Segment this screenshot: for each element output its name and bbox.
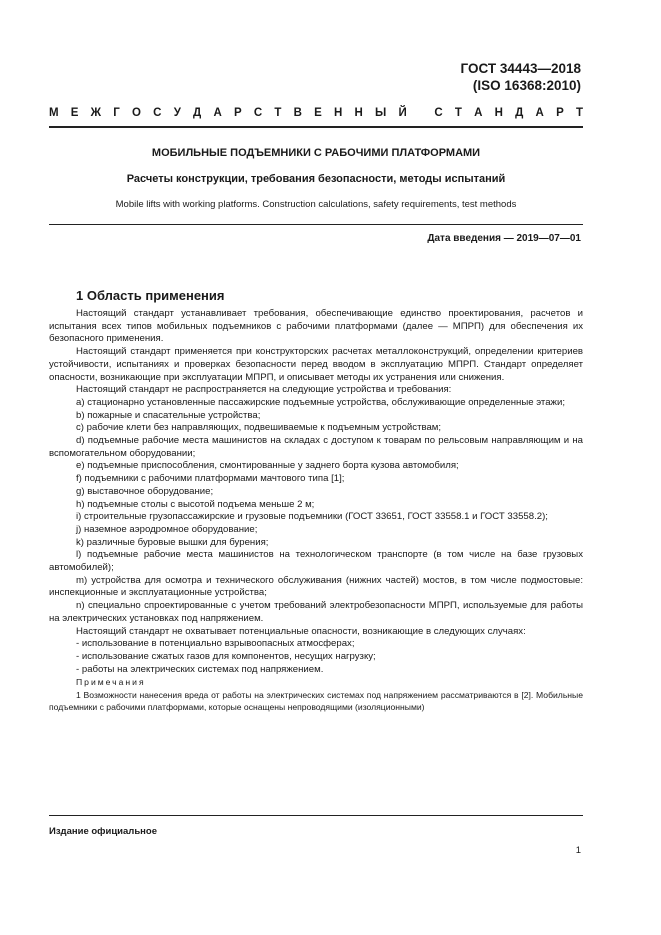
interstate-letter: Т [575, 107, 583, 119]
interstate-letter: О [132, 107, 141, 119]
section-body [49, 308, 583, 713]
interstate-letter: Ж [90, 107, 102, 119]
paragraph: Настоящий стандарт устанавливает требования, обеспечивающие единство проектирования, расчетов и испытания всех типов мобильных подъемников с рабочими платформами (далее — МПРП) для обеспечения их безопасного применения. [49, 308, 583, 345]
paragraph: k) различные буровые вышки для бурения; [76, 536, 269, 548]
top-divider [49, 126, 583, 128]
paragraph: Настоящий стандарт применяется при конструкторских расчетах металлоконструкций, определении критериев устойчивости, испытаниях и проверках безопасности перед вводом в эксплуатацию МПРП. Стандарт определяет опасности, возникающие при эксплуатации МПРП, и описывает методы их устранения или снижения. [49, 346, 583, 383]
notes-title: Примечания [76, 677, 146, 688]
interstate-letter: С [253, 107, 263, 119]
interstate-letter: Н [494, 107, 503, 119]
paragraph: e) подъемные приспособления, смонтированные у заднего борта кузова автомобиля; [76, 460, 459, 472]
paragraph: f) подъемники с рабочими платформами мачтового типа [1]; [76, 473, 345, 485]
interstate-letter: Н [354, 107, 363, 119]
interstate-letter: Т [274, 107, 282, 119]
paragraph: l) подъемные рабочие места машинистов на технологическом транспорте (в том числе на базе грузовых автомобилей); [49, 549, 583, 574]
paragraph: Настоящий стандарт не охватывает потенциальные опасности, возникающие в следующих случаях: [76, 625, 526, 637]
title-divider [49, 224, 583, 225]
interstate-letter: А [213, 107, 222, 119]
interstate-letter: Е [70, 107, 79, 119]
interstate-letter: Р [556, 107, 564, 119]
interstate-letter: Й [398, 107, 407, 119]
paragraph: - использование сжатых газов для компонентов, несущих нагрузку; [76, 650, 376, 662]
paragraph: Настоящий стандарт не распространяется на следующие устройства и требования: [76, 384, 452, 396]
paragraph: b) пожарные и спасательные устройства; [76, 409, 261, 421]
interstate-letter: Ы [375, 107, 387, 119]
interstate-letter: Т [454, 107, 462, 119]
interstate-letter: С [434, 107, 443, 119]
interstate-standard-heading [49, 107, 583, 119]
interstate-letter: У [173, 107, 181, 119]
paragraph: j) наземное аэродромное оборудование; [76, 523, 258, 535]
document-subtitle: Расчеты конструкции, требования безопасности, методы испытаний [126, 173, 506, 185]
paragraph-list [49, 308, 583, 676]
paragraph: h) подъемные столы с высотой подъема меньше 2 м; [76, 498, 315, 510]
paragraph: c) рабочие клети без направляющих, подвешиваемые к подъемным устройствам; [76, 422, 442, 434]
interstate-letter [419, 107, 422, 119]
document-title: МОБИЛЬНЫЕ ПОДЪЕМНИКИ С РАБОЧИМИ ПЛАТФОРМАМИ [151, 147, 481, 159]
page-number: 1 [575, 845, 581, 856]
edition-label: Издание официальное [49, 826, 157, 837]
interstate-letter: С [153, 107, 162, 119]
interstate-letter: А [474, 107, 483, 119]
interstate-letter: Н [333, 107, 343, 119]
standard-number: ГОСТ 34443—2018 [460, 61, 581, 76]
footer-divider [49, 815, 583, 816]
interstate-letter: В [293, 107, 302, 119]
document-title-english: Mobile lifts with working platforms. Construction calculations, safety requirements, test methods [115, 199, 517, 210]
paragraph: d) подъемные рабочие места машинистов на складах с доступом к товарам по рельсовым направляющим и на вспомогательном оборудовании; [49, 435, 583, 459]
interstate-letter: Е [314, 107, 322, 119]
paragraph: - работы на электрических системах под напряжением. [76, 663, 324, 675]
standard-designation [461, 60, 581, 94]
paragraph: i) строительные грузопассажирские и грузовые подъемники (ГОСТ 33651, ГОСТ 33558.1 и ГОСТ 33558.2); [76, 511, 548, 523]
note-1: 1 Возможности нанесения вреда от работы на электрических системах под напряжением рассматриваются в [2]. Мобильные подъемники с рабочими платформами, которые оснащены непроводящими (изоляционными) [49, 690, 583, 713]
section-heading: 1 Область применения [76, 288, 225, 303]
interstate-letter: Д [193, 107, 202, 119]
interstate-letter: А [535, 107, 544, 119]
interstate-letter: Д [515, 107, 524, 119]
paragraph: а) стационарно установленные пассажирские подъемные устройства, обслуживающие определенные этажи; [76, 396, 565, 408]
interstate-letter: М [49, 107, 59, 119]
paragraph: m) устройства для осмотра и технического обслуживания (нижних частей) мостов, в том числе подмостовые: инспекционные и эксплуатационные устройства; [49, 574, 583, 599]
paragraph: - использование в потенциально взрывоопасных атмосферах; [76, 638, 355, 650]
paragraph: n) специально спроектированные с учетом требований электробезопасности МПРП, используемые для работы на электрических установках под напряжением. [49, 600, 583, 624]
interstate-letter: Р [233, 107, 242, 119]
introduction-date: Дата введения — 2019—07—01 [427, 233, 581, 244]
iso-number: (ISO 16368:2010) [472, 78, 581, 93]
interstate-letter: Г [113, 107, 120, 119]
paragraph: g) выставочное оборудование; [76, 485, 214, 497]
